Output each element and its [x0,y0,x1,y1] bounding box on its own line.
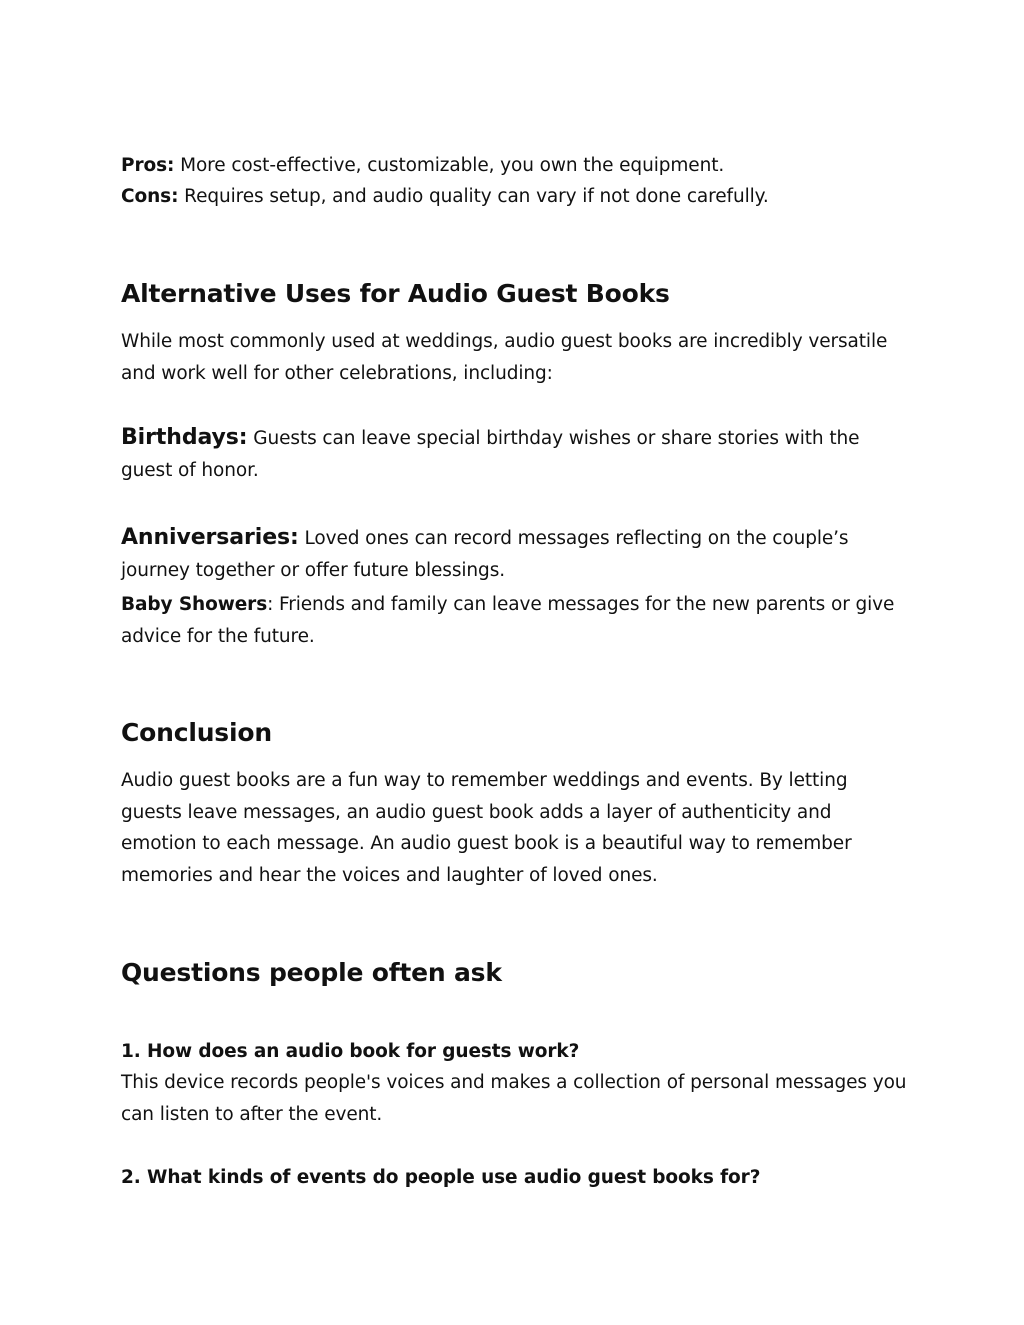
conclusion-heading: Conclusion [121,718,272,747]
cons-label: Cons: [121,186,179,207]
anniversaries-label: Anniversaries: [121,525,299,550]
faq-question-1: 1. How does an audio book for guests work? [121,1041,580,1062]
alternative-uses-intro: While most commonly used at weddings, audio guest books are incredibly versatile and work well for other celebrations, including: [121,331,888,384]
faq-question-2: 2. What kinds of events do people use audio guest books for? [121,1167,761,1188]
pros-text: More cost-effective, customizable, you own the equipment. [174,155,725,176]
faq-answer-1: This device records people's voices and makes a collection of personal messages you can listen to after the event. [121,1072,907,1125]
conclusion-text: Audio guest books are a fun way to remember weddings and events. By letting guests leave messages, an audio guest book adds a layer of authenticity and emotion to each message. An audio guest book is a beautiful way to remember memories and hear the voices and laughter of loved ones. [121,770,852,886]
pros-line [121,150,911,182]
alternative-uses-heading: Alternative Uses for Audio Guest Books [121,279,670,308]
baby-showers-paragraph [121,589,911,652]
birthdays-text: Guests can leave special birthday wishes or share stories with the guest of honor. [121,428,860,481]
birthdays-label: Birthdays: [121,425,248,450]
baby-showers-text: : Friends and family can leave messages for the new parents or give advice for the future. [121,594,895,647]
cons-text: Requires setup, and audio quality can vary if not done carefully. [178,186,769,207]
anniversaries-paragraph [121,522,911,586]
pros-label: Pros: [121,155,175,176]
birthdays-paragraph [121,422,911,486]
anniversaries-text: Loved ones can record messages reflecting on the couple’s journey together or offer future blessings. [121,528,849,581]
faq-heading: Questions people often ask [121,958,502,987]
baby-showers-label: Baby Showers [121,594,268,615]
cons-line [121,181,911,213]
